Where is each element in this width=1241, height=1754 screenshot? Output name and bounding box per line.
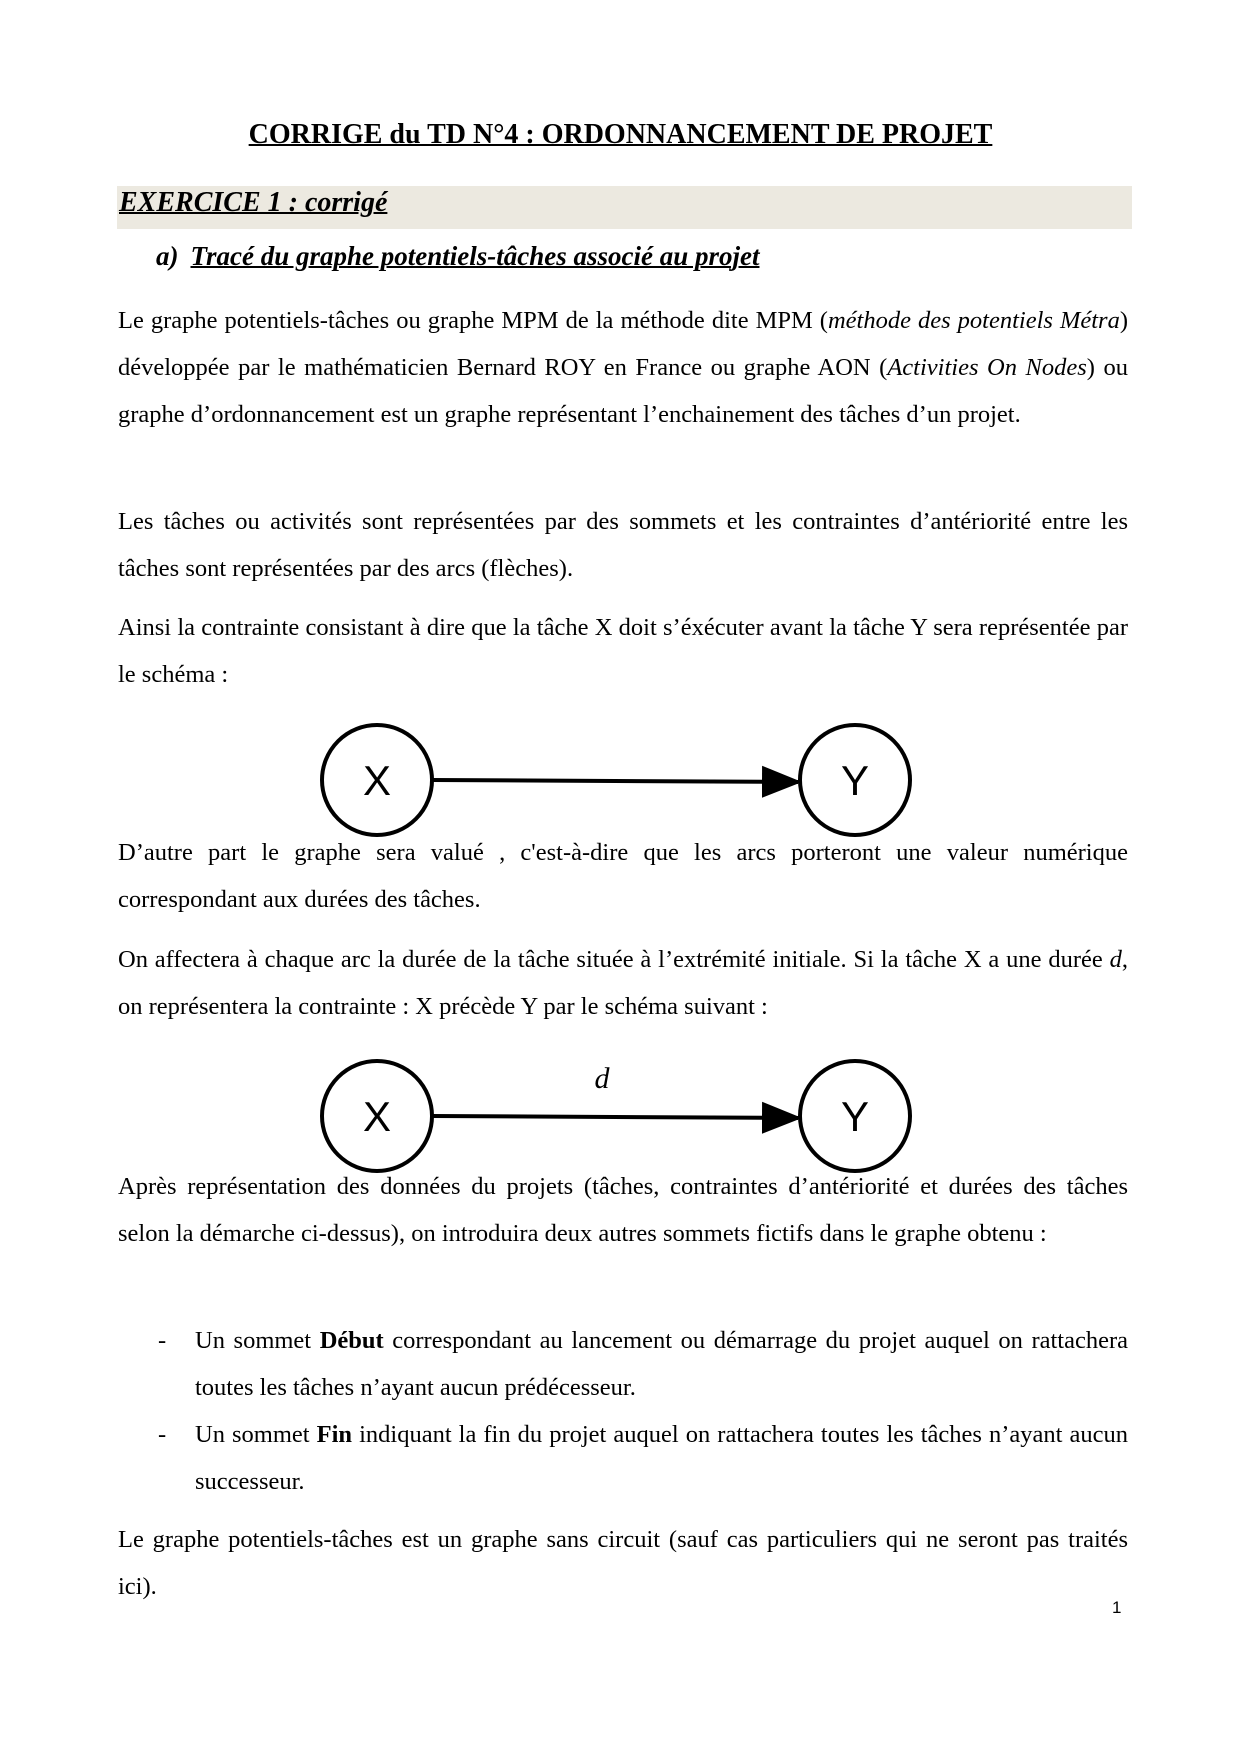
arc-duration-label: d: [594, 1062, 610, 1095]
paragraph-mpm-definition: [118, 297, 1128, 438]
text: , on représentera la contrainte : X précède Y par le schéma suivant :: [118, 946, 1128, 1020]
italic-d: d: [1109, 946, 1122, 973]
text: Le graphe potentiels-tâches ou graphe MPM de la méthode dite MPM (: [118, 307, 828, 334]
text: On affectera à chaque arc la durée de la tâche située à l’extrémité initiale. Si la tâche X a une durée: [118, 946, 1110, 973]
node-x-label: X: [362, 757, 392, 804]
subheading: [156, 241, 759, 272]
exercise-heading: EXERCICE 1 : corrigé: [119, 187, 388, 218]
bold-text: Fin: [316, 1421, 353, 1448]
node-y-label: Y: [840, 1093, 870, 1140]
subheading-text: Tracé du graphe potentiels-tâches associé au projet: [190, 241, 760, 271]
document-title: [0, 119, 1241, 151]
bullet-item-fin: [158, 1411, 1128, 1505]
subheading-marker: a): [156, 241, 179, 271]
paragraph-fictive-nodes: Après représentation des données du projets (tâches, contraintes d’antériorité et durées des tâches selon la démarche ci-dessus), on introduira deux autres sommets fictifs dans le graphe obtenu :: [118, 1173, 1128, 1247]
bullet-dash: -: [158, 1421, 167, 1448]
bold-text: Début: [319, 1327, 384, 1354]
bullet-dash: -: [158, 1327, 167, 1354]
paragraph-acyclic: Le graphe potentiels-tâches est un graphe sans circuit (sauf cas particuliers qui ne seront pas traités ici).: [118, 1526, 1128, 1600]
bullet-item-debut: [158, 1317, 1128, 1411]
text: ) ou graphe d’ordonnancement est un graphe représentant l’enchainement des tâches d’un projet.: [118, 354, 1128, 428]
node-x-label: X: [362, 1093, 392, 1140]
text: Un sommet: [195, 1421, 317, 1448]
text: correspondant au lancement ou démarrage du projet auquel on rattachera toutes les tâches n’ayant aucun prédécesseur.: [195, 1327, 1128, 1401]
title-text: CORRIGE du TD N°4 : ORDONNANCEMENT DE PROJET: [248, 119, 993, 150]
arc-arrow: [432, 780, 798, 782]
text: ) développée par le mathématicien Bernard ROY en France ou graphe AON (: [118, 307, 1128, 381]
italic-text: Activities On Nodes: [887, 354, 1087, 381]
node-y-label: Y: [840, 757, 870, 804]
text: indiquant la fin du projet auquel on rattachera toutes les tâches n’ayant aucun successeur.: [195, 1421, 1128, 1495]
italic-text: méthode des potentiels Métra: [827, 307, 1120, 334]
paragraph-constraint: Ainsi la contrainte consistant à dire que la tâche X doit s’éxécuter avant la tâche Y sera représentée par le schéma :: [118, 614, 1128, 688]
paragraph-duration: [118, 936, 1128, 1030]
paragraph-tasks: Les tâches ou activités sont représentées par des sommets et les contraintes d’antériorité entre les tâches sont représentées par des arcs (flèches).: [118, 508, 1128, 582]
paragraph-valued-graph: D’autre part le graphe sera valué , c'est-à-dire que les arcs porteront une valeur numérique correspondant aux durées des tâches.: [118, 839, 1128, 913]
page-number: 1: [1112, 1598, 1122, 1617]
text: Un sommet: [195, 1327, 320, 1354]
arc-arrow: [432, 1116, 798, 1118]
